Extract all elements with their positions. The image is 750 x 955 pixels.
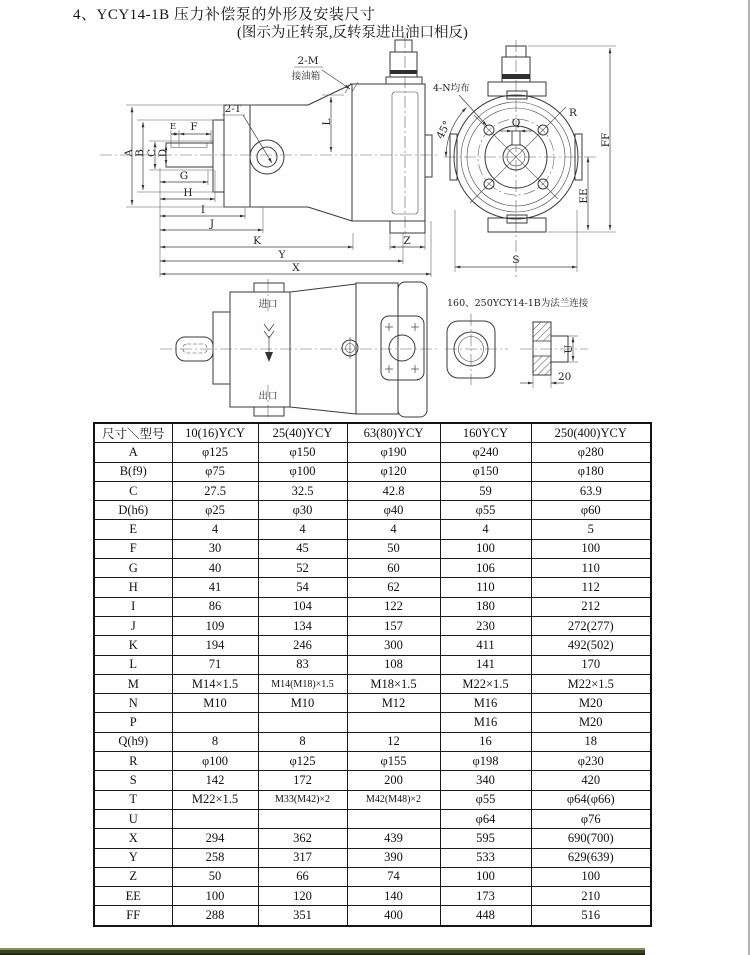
dimension-cell: 210	[531, 887, 651, 906]
dim-l-label: L	[321, 118, 333, 126]
dim-r-label: R	[569, 107, 577, 119]
dim-e-label: E	[169, 122, 177, 132]
row-label: N	[94, 694, 172, 713]
dimension-cell: φ25	[172, 501, 258, 520]
dimension-cell: M22×1.5	[440, 674, 531, 693]
dimension-cell: φ198	[440, 752, 531, 771]
port-2m-note: 接油箱	[291, 71, 321, 82]
dimension-cell: 112	[531, 578, 651, 597]
dimension-cell: 690(700)	[531, 829, 651, 848]
dimension-cell: M10	[258, 694, 347, 713]
rotation-arrow-icon	[264, 324, 274, 362]
dimension-cell: φ76	[531, 809, 651, 828]
dimension-cell: 272(277)	[531, 616, 651, 635]
table-row	[94, 539, 651, 558]
dimension-cell	[172, 809, 258, 828]
dimension-cell: φ240	[440, 443, 531, 462]
dimension-cell: 362	[258, 829, 347, 848]
table-row	[94, 655, 651, 674]
dimension-cell	[347, 713, 440, 732]
row-label: FF	[94, 906, 172, 926]
dimension-cell: 172	[258, 771, 347, 790]
dimension-table	[93, 422, 652, 927]
dimension-cell: 8	[258, 732, 347, 751]
dimension-cell: 157	[347, 616, 440, 635]
inlet-label: 进口	[258, 299, 278, 310]
dimension-cell: 288	[172, 906, 258, 926]
dimension-cell: 100	[531, 867, 651, 886]
angle-45-label: 45°	[434, 118, 454, 142]
dimension-cell: φ150	[258, 443, 347, 462]
dim-h-label: H	[183, 187, 193, 199]
dim-j-label: J	[209, 218, 215, 230]
dimension-cell: 180	[440, 597, 531, 616]
dim-c-label: C	[146, 148, 158, 158]
bolt-pattern-note: 4-N均布	[433, 83, 470, 94]
dim-f-label: F	[190, 121, 198, 133]
dimension-cell: M16	[440, 694, 531, 713]
table-row	[94, 636, 651, 655]
dimension-cell: 16	[440, 732, 531, 751]
dimension-cell: φ230	[531, 752, 651, 771]
dimension-cell: 100	[172, 887, 258, 906]
dim-u-label: U	[563, 344, 575, 354]
dimension-cell: 12	[347, 732, 440, 751]
dim-b-label: B	[134, 149, 146, 157]
dimension-cell: 4	[172, 520, 258, 539]
row-label: B(f9)	[94, 462, 172, 481]
dimension-cell: 66	[258, 867, 347, 886]
row-label: H	[94, 578, 172, 597]
table-row	[94, 520, 651, 539]
dimension-cell: 32.5	[258, 481, 347, 500]
dim-20-label: 20	[558, 371, 572, 383]
dimension-cell: 71	[172, 655, 258, 674]
dimension-cell	[258, 713, 347, 732]
dimension-cell: φ150	[440, 462, 531, 481]
row-label: F	[94, 539, 172, 558]
dimension-cell: 110	[531, 559, 651, 578]
row-label: K	[94, 636, 172, 655]
dimension-cell: 4	[258, 520, 347, 539]
dimension-cell: M42(M48)×2	[347, 790, 440, 809]
table-row	[94, 616, 651, 635]
dimension-cell: 50	[172, 867, 258, 886]
dimension-cell: 141	[440, 655, 531, 674]
dimension-cell: 140	[347, 887, 440, 906]
dimension-cell: 492(502)	[531, 636, 651, 655]
row-label: I	[94, 597, 172, 616]
table-row	[94, 443, 651, 462]
dimension-cell: 595	[440, 829, 531, 848]
outlet-label: 出口	[258, 391, 278, 402]
table-row	[94, 906, 651, 926]
dimension-cell: 59	[440, 481, 531, 500]
dimension-cell: φ75	[172, 462, 258, 481]
table-row	[94, 462, 651, 481]
dimension-cell: 439	[347, 829, 440, 848]
dimension-cell: φ64	[440, 809, 531, 828]
dimension-cell	[347, 809, 440, 828]
table-row	[94, 752, 651, 771]
top-view	[160, 279, 589, 418]
dimension-cell: 100	[440, 867, 531, 886]
row-label: M	[94, 674, 172, 693]
dimension-cell: M14×1.5	[172, 674, 258, 693]
dimension-cell: 4	[440, 520, 531, 539]
row-label: U	[94, 809, 172, 828]
row-label: S	[94, 771, 172, 790]
table-row	[94, 578, 651, 597]
table-row	[94, 559, 651, 578]
dimension-cell: 4	[347, 520, 440, 539]
dimension-cell: 50	[347, 539, 440, 558]
dimension-cell: φ190	[347, 443, 440, 462]
dimension-cell: 294	[172, 829, 258, 848]
table-row	[94, 694, 651, 713]
dimension-cell: 86	[172, 597, 258, 616]
dimension-cell: 120	[258, 887, 347, 906]
dimension-cell: 27.5	[172, 481, 258, 500]
row-label: G	[94, 559, 172, 578]
dimension-cell: φ280	[531, 443, 651, 462]
dimension-cell: 317	[258, 848, 347, 867]
dim-ff-label: FF	[600, 132, 612, 148]
dimension-cell: 533	[440, 848, 531, 867]
dimension-cell: 340	[440, 771, 531, 790]
dimension-cell: 106	[440, 559, 531, 578]
dimension-cell: 629(639)	[531, 848, 651, 867]
table-row	[94, 790, 651, 809]
dimension-cell: 45	[258, 539, 347, 558]
dimension-cell: 142	[172, 771, 258, 790]
dimension-cell: 83	[258, 655, 347, 674]
dimension-cell: 170	[531, 655, 651, 674]
dimension-cell: 74	[347, 867, 440, 886]
dimension-cell: φ55	[440, 790, 531, 809]
dimension-cell: 173	[440, 887, 531, 906]
dimension-cell: 104	[258, 597, 347, 616]
dim-z-label: Z	[403, 235, 411, 247]
row-label: C	[94, 481, 172, 500]
column-header: 25(40)YCY	[258, 423, 347, 443]
table-row	[94, 674, 651, 693]
dimension-cell: 200	[347, 771, 440, 790]
table-row	[94, 829, 651, 848]
dimension-cell: φ125	[172, 443, 258, 462]
flange-bolt-marks	[385, 323, 419, 373]
dimension-cell: φ100	[258, 462, 347, 481]
column-header: 160YCY	[440, 423, 531, 443]
dimension-cell: φ120	[347, 462, 440, 481]
dimension-cell: M22×1.5	[531, 674, 651, 693]
dim-i-label: I	[200, 204, 206, 216]
dimension-cell: 109	[172, 616, 258, 635]
row-label: X	[94, 829, 172, 848]
dim-s-label: S	[512, 254, 520, 266]
side-view	[100, 36, 440, 277]
port-2t-label: 2-T	[224, 103, 242, 115]
dimension-cell: 54	[258, 578, 347, 597]
table-row	[94, 597, 651, 616]
dim-k-label: K	[253, 235, 261, 247]
table-row	[94, 713, 651, 732]
dimension-cell: 30	[172, 539, 258, 558]
dimension-cell: 212	[531, 597, 651, 616]
dimension-cell: 448	[440, 906, 531, 926]
dimension-cell: 516	[531, 906, 651, 926]
dimension-cell: φ100	[172, 752, 258, 771]
dimension-cell: φ60	[531, 501, 651, 520]
dimension-cell: φ40	[347, 501, 440, 520]
column-header: 250(400)YCY	[531, 423, 651, 443]
dimension-cell: 42.8	[347, 481, 440, 500]
dimension-cell: 100	[440, 539, 531, 558]
dimension-cell: 351	[258, 906, 347, 926]
table-row	[94, 867, 651, 886]
dim-q-label: Q	[511, 117, 521, 129]
dimension-cell: 258	[172, 848, 258, 867]
column-header: 63(80)YCY	[347, 423, 440, 443]
dimension-cell	[172, 713, 258, 732]
dimension-cell: 52	[258, 559, 347, 578]
dimension-cell: 60	[347, 559, 440, 578]
dimension-cell: 411	[440, 636, 531, 655]
dimension-cell: M22×1.5	[172, 790, 258, 809]
dimension-cell: φ64(φ66)	[531, 790, 651, 809]
column-header: 10(16)YCY	[172, 423, 258, 443]
dimension-cell: 110	[440, 578, 531, 597]
table-header-row	[94, 423, 651, 443]
table-row	[94, 501, 651, 520]
dimension-cell: M20	[531, 694, 651, 713]
row-label: P	[94, 713, 172, 732]
dimension-cell: φ155	[347, 752, 440, 771]
page-title: 4、YCY14-1B 压力补偿泵的外形及安装尺寸	[73, 7, 376, 23]
row-label: EE	[94, 887, 172, 906]
dimension-cell: 230	[440, 616, 531, 635]
row-label: Y	[94, 848, 172, 867]
row-label: D(h6)	[94, 501, 172, 520]
dimension-cell: 300	[347, 636, 440, 655]
dimension-cell: 18	[531, 732, 651, 751]
dimension-cell: M18×1.5	[347, 674, 440, 693]
table-row	[94, 848, 651, 867]
dim-d-label: D	[157, 148, 169, 158]
table-row	[94, 732, 651, 751]
dimension-cell: 8	[172, 732, 258, 751]
page-subtitle: (图示为正转泵,反转泵进出油口相反)	[237, 25, 468, 41]
dimension-cell: M16	[440, 713, 531, 732]
dimension-cell: M12	[347, 694, 440, 713]
dimension-cell: 194	[172, 636, 258, 655]
dimension-cell: M10	[172, 694, 258, 713]
dimension-cell: M14(M18)×1.5	[258, 674, 347, 693]
table-row	[94, 481, 651, 500]
dimension-cell: 134	[258, 616, 347, 635]
dimension-cell: 390	[347, 848, 440, 867]
row-label: T	[94, 790, 172, 809]
dimension-cell: φ180	[531, 462, 651, 481]
dimension-cell: φ125	[258, 752, 347, 771]
dimension-cell: 122	[347, 597, 440, 616]
dimension-cell: 420	[531, 771, 651, 790]
column-header: 尺寸＼型号	[94, 423, 172, 443]
table-row	[94, 771, 651, 790]
dimension-cell: 108	[347, 655, 440, 674]
dimension-cell: M33(M42)×2	[258, 790, 347, 809]
front-view	[433, 40, 616, 278]
port-2m-label: 2-M	[297, 55, 319, 67]
row-label: J	[94, 616, 172, 635]
dim-y-label: Y	[278, 249, 286, 261]
dimension-cell: 100	[531, 539, 651, 558]
table-row	[94, 887, 651, 906]
dimension-cell	[258, 809, 347, 828]
row-label: Q(h9)	[94, 732, 172, 751]
row-label: E	[94, 520, 172, 539]
dim-g-label: G	[179, 170, 189, 182]
page-bottom-edge	[0, 948, 645, 955]
dim-ee-label: EE	[578, 188, 590, 204]
row-label: A	[94, 443, 172, 462]
dim-x-label: X	[292, 262, 300, 274]
row-label: L	[94, 655, 172, 674]
table-row	[94, 809, 651, 828]
row-label: Z	[94, 867, 172, 886]
dim-a-label: A	[123, 149, 135, 157]
dimension-cell: φ55	[440, 501, 531, 520]
dimension-cell: 5	[531, 520, 651, 539]
dimension-cell: 62	[347, 578, 440, 597]
flange-connection-note: 160、250YCY14-1B为法兰连接	[447, 298, 589, 309]
dimension-cell: M20	[531, 713, 651, 732]
dimension-cell: 400	[347, 906, 440, 926]
dimension-cell: 41	[172, 578, 258, 597]
row-label: R	[94, 752, 172, 771]
dimension-cell: 246	[258, 636, 347, 655]
dimension-cell: φ30	[258, 501, 347, 520]
dimension-cell: 40	[172, 559, 258, 578]
dimension-cell: 63.9	[531, 481, 651, 500]
